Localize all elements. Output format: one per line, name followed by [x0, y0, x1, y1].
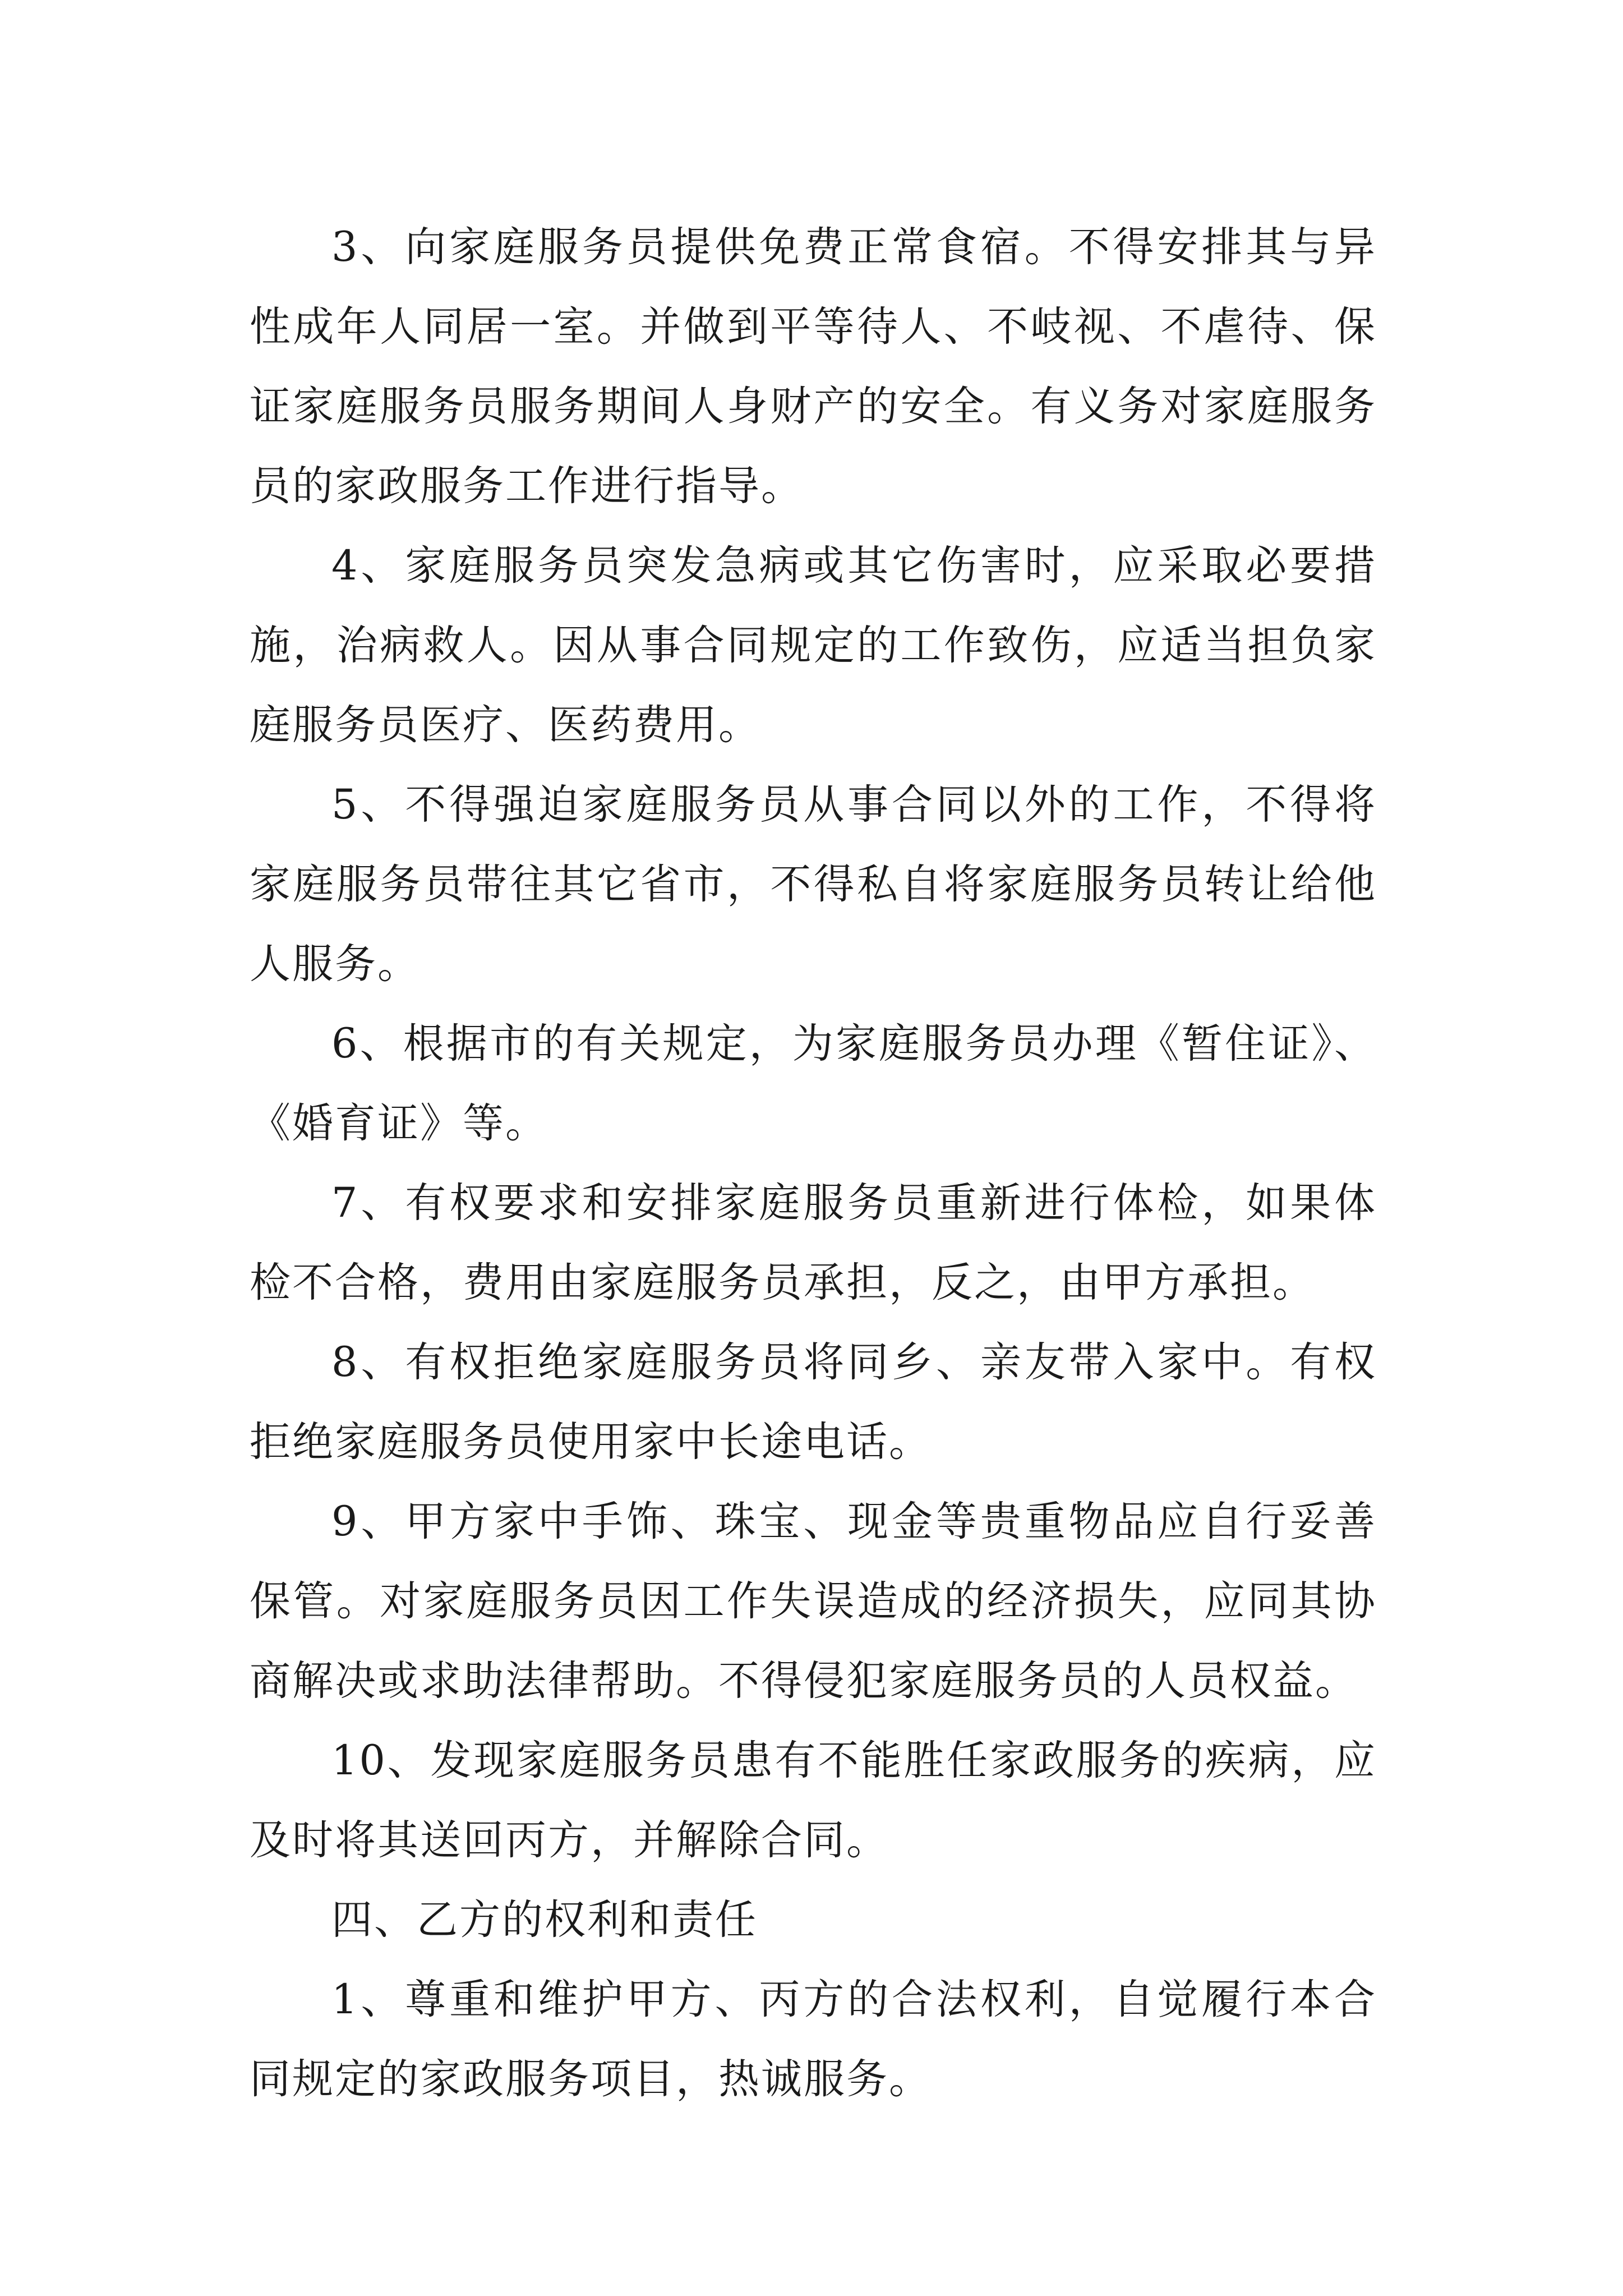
clause-5-paragraph: 5、不得强迫家庭服务员从事合同以外的工作，不得将家庭服务员带往其它省市，不得私自将家庭服务员转让给他人服务。: [250, 781, 1377, 988]
section-heading: 四、乙方的权利和责任: [331, 1896, 758, 1944]
clause-9-paragraph: 9、甲方家中手饰、珠宝、现金等贵重物品应自行妥善保管。对家庭服务员因工作失误造成的经济损失，应同其协商解决或求助法律帮助。不得侵犯家庭服务员的人员权益。: [250, 1498, 1377, 1705]
clause-8-paragraph: 8、有权拒绝家庭服务员将同乡、亲友带入家中。有权拒绝家庭服务员使用家中长途电话。: [250, 1338, 1377, 1466]
party-b-clause-1-paragraph: 1、尊重和维护甲方、丙方的合法权利，自觉履行本合同规定的家政服务项目，热诚服务。: [250, 1976, 1377, 2103]
document-body: [250, 208, 1377, 2119]
clause-6-paragraph: 6、根据市的有关规定，为家庭服务员办理《暂住证》、《婚育证》等。: [250, 1020, 1377, 1147]
clause-3-paragraph: 3、向家庭服务员提供免费正常食宿。不得安排其与异性成年人同居一室。并做到平等待人、不岐视、不虐待、保证家庭服务员服务期间人身财产的安全。有义务对家庭服务员的家政服务工作进行指导。: [250, 223, 1377, 510]
clause-4-paragraph: 4、家庭服务员突发急病或其它伤害时，应采取必要措施，治病救人。因从事合同规定的工作致伤，应适当担负家庭服务员医疗、医药费用。: [250, 542, 1377, 749]
clause-7-paragraph: 7、有权要求和安排家庭服务员重新进行体检，如果体检不合格，费用由家庭服务员承担，反之，由甲方承担。: [250, 1179, 1377, 1306]
clause-10-paragraph: 10、发现家庭服务员患有不能胜任家政服务的疾病，应及时将其送回丙方，并解除合同。: [250, 1737, 1377, 1864]
